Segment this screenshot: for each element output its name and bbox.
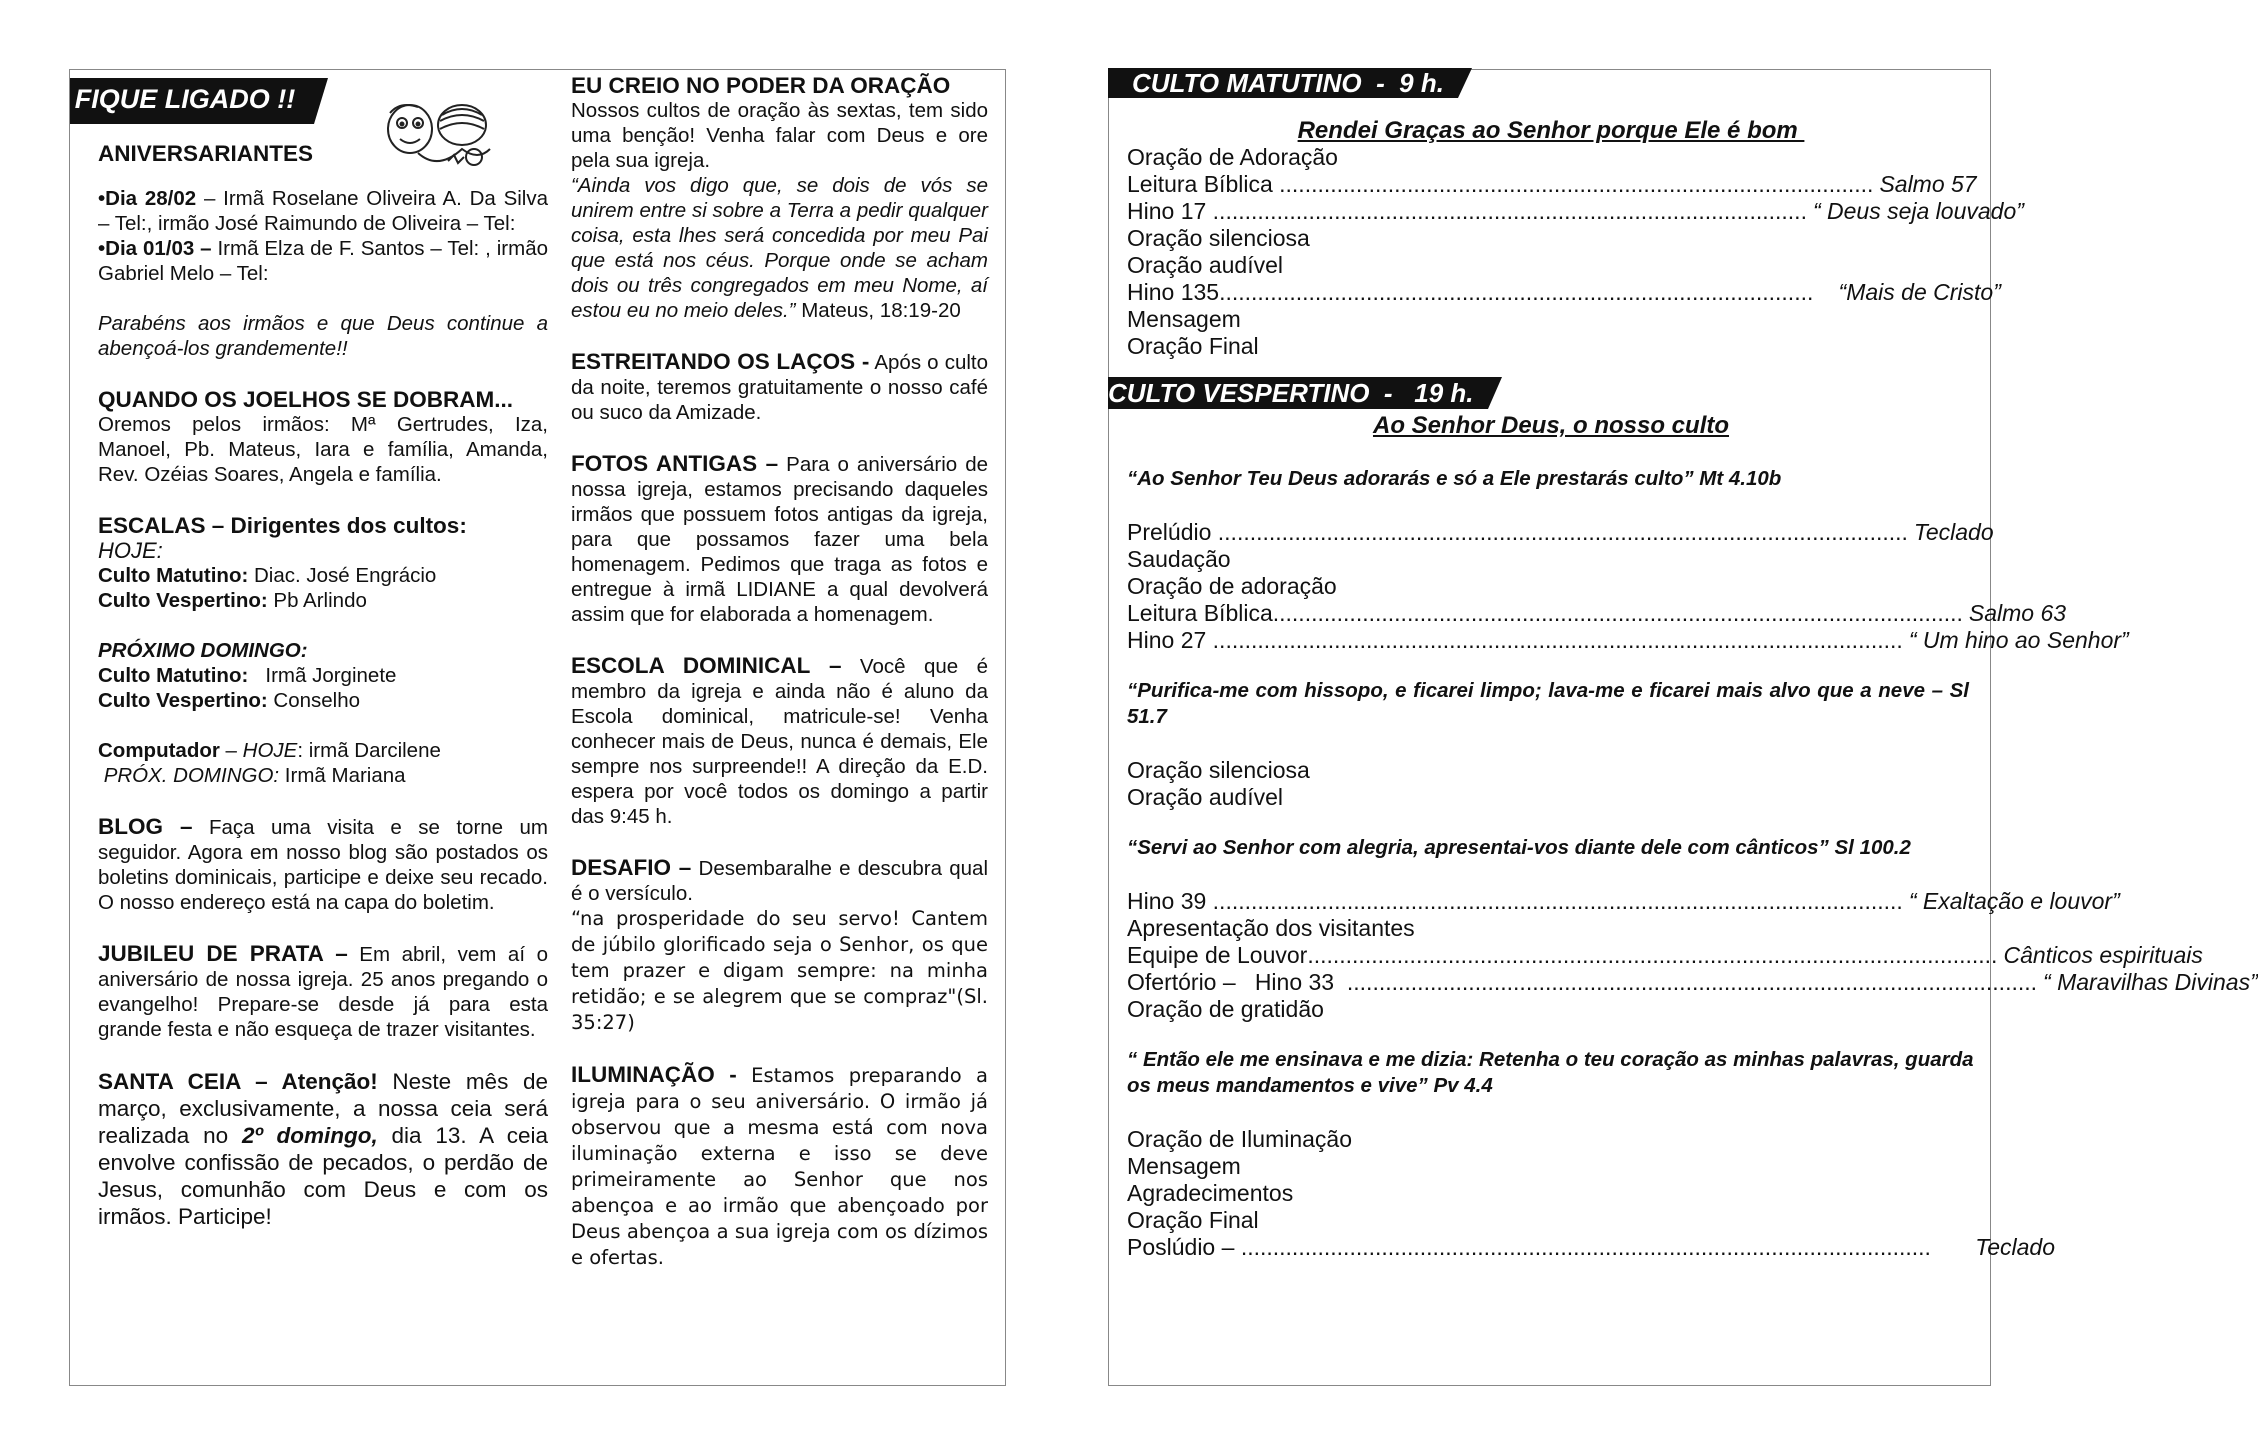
group1-item-value: Salmo 63 bbox=[1968, 600, 2067, 626]
matutino-item-label: Hino 135 bbox=[1127, 279, 1220, 305]
blog-title: BLOG – bbox=[98, 814, 193, 839]
birthday-date-1: •Dia 28/02 bbox=[98, 187, 197, 210]
group1-item-label: Hino 27 bbox=[1127, 627, 1213, 653]
escalas-hoje: HOJE: bbox=[98, 538, 163, 563]
iluminacao-title: ILUMINAÇÃO - bbox=[571, 1062, 737, 1087]
matutino-item-label: Oração Final bbox=[1127, 333, 1259, 359]
matutino-item-value: Salmo 57 bbox=[1879, 171, 1977, 197]
escala-prox-vespertino-value: Conselho bbox=[267, 689, 361, 712]
oracao-title: EU CREIO NO PODER DA ORAÇÃO bbox=[571, 73, 951, 98]
group2-item-label: Oração audível bbox=[1127, 784, 1283, 810]
birthday-text-2: Irmã Elza de F. Santos – Tel: , irmão Gabriel Melo – Tel: bbox=[98, 237, 548, 285]
group1-item-leader-dots: ............................................................................................................ bbox=[1217, 519, 1908, 545]
group1-item-leader-dots: ............................................................................................................ bbox=[1212, 627, 1903, 653]
oracao-section bbox=[571, 73, 988, 323]
aniversariantes-section bbox=[98, 141, 548, 361]
vespertino-order-group-1 bbox=[1127, 519, 2129, 654]
escala-prox-vespertino bbox=[98, 688, 548, 713]
fotos-title: FOTOS ANTIGAS – bbox=[571, 451, 779, 476]
escala-matutino-value: Diac. José Engrácio bbox=[248, 564, 437, 587]
group4-item-label: Oração Final bbox=[1127, 1207, 1259, 1233]
iluminacao-section bbox=[571, 1062, 988, 1271]
escala-vespertino-label: Culto Vespertino: bbox=[98, 589, 268, 612]
group1-item-value: “ Um hino ao Senhor” bbox=[1908, 627, 2129, 653]
joelhos-section bbox=[98, 387, 548, 487]
matutino-subtitle: Rendei Graças ao Senhor porque Ele é bom bbox=[1297, 117, 1805, 144]
matutino-item bbox=[1127, 225, 1950, 252]
escalas-proximo: PRÓXIMO DOMINGO: bbox=[98, 639, 308, 662]
matutino-item-leader-dots: ............................................................................................. bbox=[1219, 279, 1814, 305]
matutino-item-leader-dots: ............................................................................................. bbox=[1279, 171, 1874, 197]
group1-item-label: Saudação bbox=[1127, 546, 1231, 572]
santa-ceia-text-1: Neste mês de março, exclusivamente, a nossa ceia será realizada no bbox=[98, 1069, 548, 1148]
group3-item-label: Equipe de Louvor bbox=[1127, 942, 1308, 968]
group1-item bbox=[1127, 519, 1994, 546]
iluminacao-text: Estamos preparando a igreja para o seu aniversário. O irmão já observou que a mesma está com nova iluminação externa e isso se deve primeiramente ao Senhor que nos abençoa e ao irmão que abençoado por Deus abençoa a sua igreja com os dízimos e ofertas. bbox=[571, 1064, 988, 1269]
group4-item-leader-dots: ............................................................................................................ bbox=[1240, 1234, 1931, 1260]
escala-prox-matutino-label: Culto Matutino: bbox=[98, 664, 249, 687]
oracao-ref: Mateus, 18:19-20 bbox=[795, 299, 961, 322]
computador-prox-line bbox=[98, 763, 548, 788]
group1-item-label: Prelúdio bbox=[1127, 519, 1218, 545]
group3-item-value: Cânticos espirituais bbox=[2003, 942, 2203, 968]
matutino-item bbox=[1127, 144, 1950, 171]
blog-text: Faça uma visita e se torne um seguidor. Agora em nosso blog são postados os boletins dominicais, participe e deixe seu recado. O nosso endereço está na capa do boletim. bbox=[98, 816, 548, 914]
matutino-item bbox=[1127, 333, 1950, 360]
matutino-item-label: Mensagem bbox=[1127, 306, 1241, 332]
group1-item-label: Oração de adoração bbox=[1127, 573, 1337, 599]
joelhos-title: QUANDO OS JOELHOS SE DOBRAM... bbox=[98, 387, 514, 412]
matutino-item bbox=[1127, 252, 1950, 279]
group1-item bbox=[1127, 573, 1909, 600]
vespertino-order-group-3 bbox=[1127, 888, 2258, 1023]
group3-item bbox=[1127, 915, 1919, 942]
vespertino-quote-2: “Purifica-me com hissopo, e ficarei limpo; lava-me e ficarei mais alvo que a neve – Sl 51.7 bbox=[1127, 679, 1969, 728]
escala-matutino-label: Culto Matutino: bbox=[98, 564, 249, 587]
fotos-section bbox=[571, 451, 988, 627]
vespertino-quote-4: “ Então ele me ensinava e me dizia: Retenha o teu coração as minhas palavras, guarda os meus mandamentos e vive” Pv 4.4 bbox=[1127, 1048, 1974, 1097]
group4-item-value: Teclado bbox=[1936, 1234, 2056, 1260]
matutino-item-label: Oração audível bbox=[1127, 252, 1283, 278]
santa-ceia-section bbox=[98, 1068, 548, 1230]
culto-matutino-heading: CULTO MATUTINO - 9 h. bbox=[1108, 68, 1458, 98]
vespertino-order-group-4 bbox=[1127, 1126, 2056, 1261]
group4-item bbox=[1127, 1180, 1909, 1207]
santa-ceia-text-2: dia 13. A ceia envolve confissão de pecados, o perdão de Jesus, comunhão com Deus e com os irmãos. Participe! bbox=[98, 1123, 548, 1229]
escala-vespertino bbox=[98, 588, 548, 613]
escala-vespertino-value: Pb Arlindo bbox=[267, 589, 367, 612]
group3-item bbox=[1127, 969, 2258, 996]
group3-item-value: “ Exaltação e louvor” bbox=[1908, 888, 2120, 914]
vespertino-subtitle: Ao Senhor Deus, o nosso culto bbox=[1372, 412, 1730, 439]
lacos-text: Após o culto da noite, teremos gratuitamente o nosso café ou suco da Amizade. bbox=[571, 351, 989, 424]
birthday-greeting: Parabéns aos irmãos e que Deus continue a abençoá-los grandemente!! bbox=[98, 312, 548, 360]
aniversariantes-title: ANIVERSARIANTES bbox=[98, 141, 314, 166]
desafio-text: Desembaralhe e descubra qual é o versículo. bbox=[571, 857, 989, 905]
computador-line bbox=[98, 738, 548, 763]
group3-item bbox=[1127, 888, 2120, 915]
desafio-puzzle: “na prosperidade do seu servo! Cantem de júbilo glorificado seja o Senhor, os que tem prazer e digam sempre: na minha retidão; e se alegrem que se compraz"(Sl. 35:27) bbox=[571, 907, 988, 1034]
group3-item-leader-dots: ............................................................................................................ bbox=[1307, 942, 1998, 968]
birthday-entry-2 bbox=[98, 236, 548, 286]
matutino-item bbox=[1127, 306, 1950, 333]
escala-matutino bbox=[98, 563, 548, 588]
jubileu-section bbox=[98, 941, 548, 1042]
right-column bbox=[1127, 70, 2258, 1261]
group4-item-label: Agradecimentos bbox=[1127, 1180, 1294, 1206]
group1-item-label: Leitura Bíblica bbox=[1127, 600, 1273, 626]
matutino-item bbox=[1127, 171, 1977, 198]
group1-item bbox=[1127, 627, 2129, 654]
escola-text: Você que é membro da igreja e ainda não é aluno da Escola dominical, matricule-se! Venha conhecer mais de Deus, nunca é demais, Ele sempre nos surpreende!! A direção da E.D. espera por você todos os domingo a partir das 9:45 h. bbox=[571, 655, 988, 828]
vespertino-quote-3: “Servi ao Senhor com alegria, apresentai-vos diante dele com cânticos” Sl 100.2 bbox=[1127, 836, 1911, 859]
lacos-title: ESTREITANDO OS LAÇOS - bbox=[571, 349, 870, 374]
blog-section bbox=[98, 814, 548, 915]
oracao-text: Nossos cultos de oração às sextas, tem sido uma benção! Venha falar com Deus e ore pela sua igreja. bbox=[571, 99, 988, 172]
group3-item-leader-dots: ............................................................................................................ bbox=[1212, 888, 1903, 914]
vespertino-quote-1: “Ao Senhor Teu Deus adorarás e só a Ele prestarás culto” Mt 4.10b bbox=[1127, 467, 1782, 490]
group2-item-label: Oração silenciosa bbox=[1127, 757, 1310, 783]
escala-prox-matutino bbox=[98, 663, 548, 688]
computador-hoje: HOJE bbox=[242, 739, 298, 762]
middle-column bbox=[571, 73, 988, 1271]
matutino-item-label: Leitura Bíblica bbox=[1127, 171, 1280, 197]
group4-item-label: Poslúdio – bbox=[1127, 1234, 1241, 1260]
group4-item bbox=[1127, 1126, 1909, 1153]
left-column bbox=[98, 73, 548, 1256]
desafio-section bbox=[571, 855, 988, 1036]
group3-item-leader-dots: ............................................................................................................ bbox=[1346, 969, 2038, 995]
matutino-item-label: Oração de Adoração bbox=[1127, 144, 1338, 170]
group3-item bbox=[1127, 942, 2203, 969]
matutino-item bbox=[1127, 198, 2024, 225]
group2-item bbox=[1127, 784, 1975, 811]
group3-item-label: Ofertório – Hino 33 bbox=[1127, 969, 1347, 995]
fotos-text: Para o aniversário de nossa igreja, estamos precisando daqueles irmãos que possuem fotos antigas da igreja, para que possamos fazer uma bela homenagem. Pedimos que traga as fotos e entregue à irmã LIDIANE a qual devolverá assim que for elaborada a homenagem. bbox=[571, 453, 988, 626]
matutino-item-value: “Mais de Cristo” bbox=[1819, 279, 2001, 305]
group1-item bbox=[1127, 546, 1909, 573]
escola-title: ESCOLA DOMINICAL – bbox=[571, 653, 842, 678]
group3-item-label: Hino 39 bbox=[1127, 888, 1213, 914]
santa-ceia-emphasis: 2º domingo, bbox=[241, 1123, 378, 1148]
group3-item-label: Apresentação dos visitantes bbox=[1127, 915, 1415, 941]
vespertino-order-group-2 bbox=[1127, 757, 1975, 811]
escalas-section bbox=[98, 513, 548, 788]
birthday-entry-1 bbox=[98, 186, 548, 236]
oracao-quote: “Ainda vos digo que, se dois de vós se unirem entre si sobre a Terra a pedir qualquer coisa, esta lhes será concedida por meu Pai que está nos céus. Porque onde se acham dois ou três congregados em meu Nome, aí estou eu no meio deles.” bbox=[571, 174, 988, 322]
lacos-section bbox=[571, 349, 988, 425]
group4-item-label: Mensagem bbox=[1127, 1153, 1241, 1179]
matutino-item-value: “ Deus seja louvado” bbox=[1812, 198, 2024, 224]
group4-item-label: Oração de Iluminação bbox=[1127, 1126, 1353, 1152]
desafio-title: DESAFIO – bbox=[571, 855, 692, 880]
computador-hoje-value: : irmã Darcilene bbox=[297, 739, 441, 762]
computador-label: Computador bbox=[98, 739, 220, 762]
matutino-item bbox=[1127, 279, 2001, 306]
culto-vespertino-heading: CULTO VESPERTINO - 19 h. bbox=[1108, 377, 1488, 409]
matutino-item-label: Oração silenciosa bbox=[1127, 225, 1310, 251]
group1-item-value: Teclado bbox=[1913, 519, 1994, 545]
group4-item bbox=[1127, 1153, 1909, 1180]
escola-section bbox=[571, 653, 988, 829]
escalas-title: ESCALAS – Dirigentes dos cultos: bbox=[98, 513, 467, 538]
group3-item-value: “ Maravilhas Divinas” bbox=[2043, 969, 2258, 995]
escala-prox-matutino-value: Irmã Jorginete bbox=[248, 664, 397, 687]
computador-prox: PRÓX. DOMINGO: bbox=[98, 764, 280, 787]
computador-sep: – bbox=[219, 739, 243, 762]
jubileu-title: JUBILEU DE PRATA – bbox=[98, 941, 348, 966]
birthday-date-2: •Dia 01/03 – bbox=[98, 237, 212, 260]
matutino-order-list bbox=[1127, 144, 2024, 360]
group4-item bbox=[1127, 1234, 2056, 1261]
group3-item bbox=[1127, 996, 1919, 1023]
matutino-item-leader-dots: ............................................................................................. bbox=[1212, 198, 1807, 224]
fique-ligado-heading: FIQUE LIGADO !! bbox=[70, 78, 314, 124]
group1-item-leader-dots: ............................................................................................................ bbox=[1272, 600, 1963, 626]
birthday-text-1: – Irmã Roselane Oliveira A. Da Silva – Tel:, irmão José Raimundo de Oliveira – Tel: bbox=[98, 187, 549, 235]
escala-prox-vespertino-label: Culto Vespertino: bbox=[98, 689, 268, 712]
santa-ceia-title: SANTA CEIA – Atenção! bbox=[98, 1069, 378, 1094]
jubileu-text: Em abril, vem aí o aniversário de nossa igreja. 25 anos pregando o evangelho! Prepare-se desde já para esta grande festa e não esqueça de trazer visitantes. bbox=[98, 943, 548, 1041]
group3-item-label: Oração de gratidão bbox=[1127, 996, 1324, 1022]
group1-item bbox=[1127, 600, 2067, 627]
computador-prox-value: Irmã Mariana bbox=[279, 764, 406, 787]
matutino-item-label: Hino 17 bbox=[1127, 198, 1213, 224]
group4-item bbox=[1127, 1207, 1909, 1234]
joelhos-text: Oremos pelos irmãos: Mª Gertrudes, Iza, Manoel, Pb. Mateus, Iara e família, Amanda, Rev. Ozéias Soares, Angela e família. bbox=[98, 413, 548, 486]
group2-item bbox=[1127, 757, 1975, 784]
